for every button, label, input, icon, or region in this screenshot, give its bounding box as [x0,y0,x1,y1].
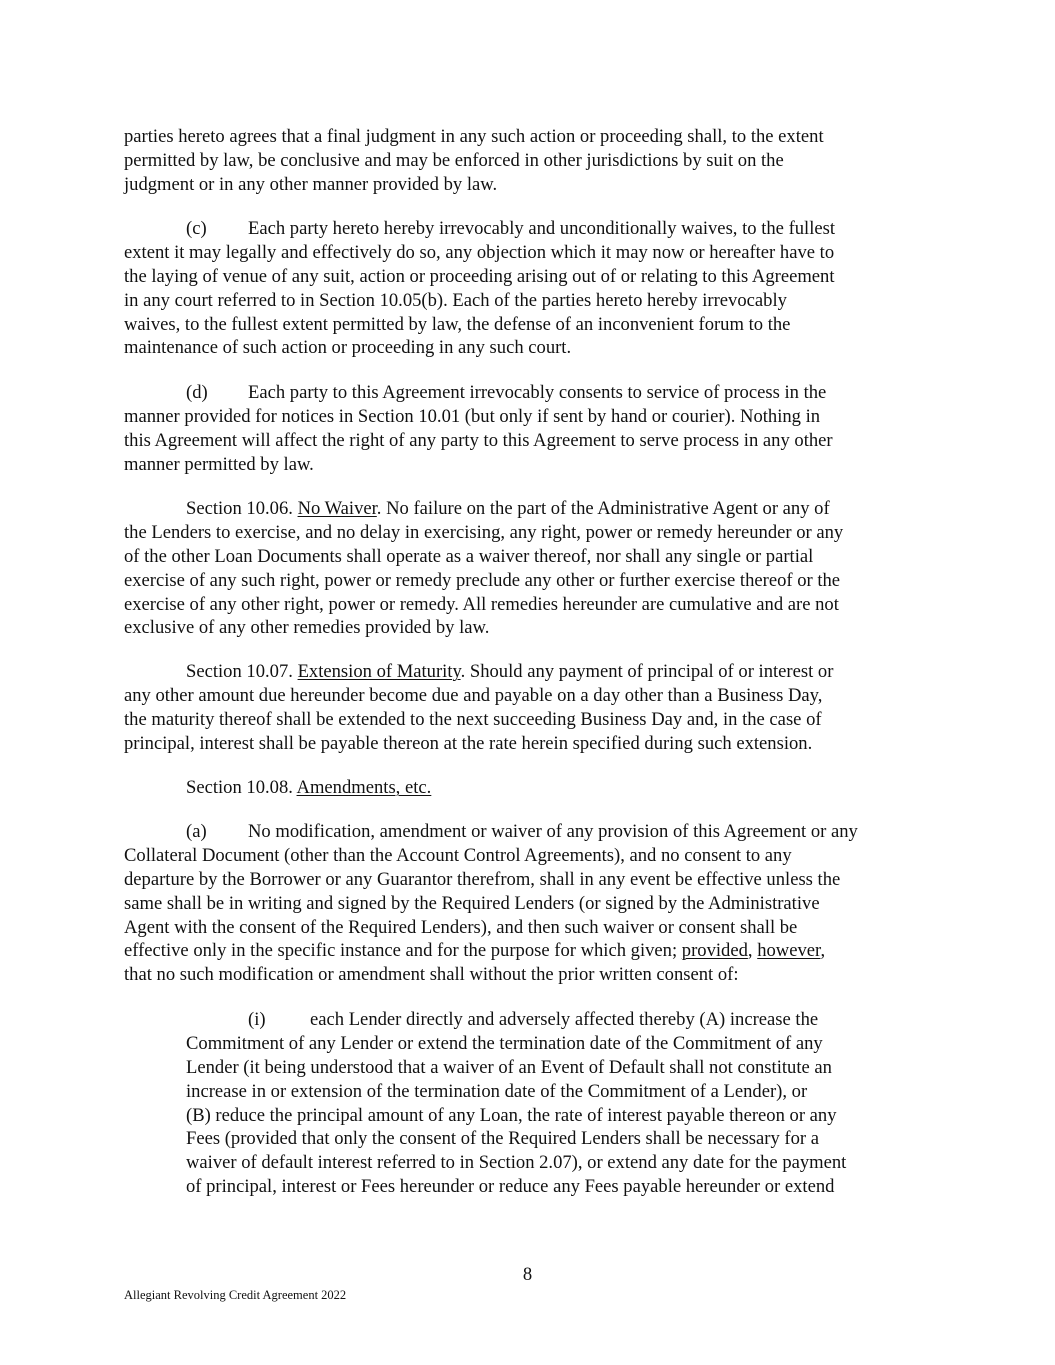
text-line: this Agreement will affect the right of any party to this Agreement to serve process in any other [124,429,833,451]
text-line: manner permitted by law. [124,453,314,475]
paragraph-label: (i) [248,1009,266,1030]
text-line: parties hereto agrees that a final judgment in any such action or proceeding shall, to the extent [124,126,824,147]
text-line: exercise of any such right, power or remedy preclude any other or further exercise thereof or the [124,569,841,591]
text-line: Lender (it being understood that a waiver of an Event of Default shall not constitute an [186,1056,832,1078]
text-line: of principal, interest or Fees hereunder or reduce any Fees payable hereunder or extend [186,1176,835,1198]
text-line: manner provided for notices in Section 10.01 (but only if sent by hand or courier). Nothing in [124,405,821,427]
text-line: Commitment of any Lender or extend the termination date of the Commitment of any [186,1032,823,1054]
text-line: maintenance of such action or proceeding in any such court. [124,337,572,359]
text-line: principal, interest shall be payable thereon at the rate herein specified during such extension. [124,732,813,754]
text-line: extent it may legally and effectively do so, any objection which it may now or hereafter have to [124,241,835,263]
text-span: , [747,940,758,962]
text-line: the maturity thereof shall be extended to the next succeeding Business Day and, in the case of [124,708,822,730]
paragraph-first-line [124,381,944,405]
text-line: that no such modification or amendment shall without the prior written consent of: [124,964,739,986]
text-line: departure by the Borrower or any Guarantor therefrom, shall in any event be effective unless the [124,868,841,890]
text-span: each Lender directly and adversely affected thereby (A) increase the [310,1009,819,1030]
text-line: the laying of venue of any suit, action or proceeding arising out of or relating to this Agreement [124,265,835,287]
paragraph-d [124,381,944,477]
section-heading-line [124,660,944,684]
subparagraph-i [186,1008,946,1199]
page-number: 8 [522,1264,533,1285]
section-title: Extension of Maturity [297,661,461,682]
text-line: Agent with the consent of the Required Lenders), and then such waiver or consent shall be [124,916,798,938]
paragraph-first-line [124,820,944,844]
section-number: Section 10.08. [186,777,293,798]
text-line: Fees (provided that only the consent of the Required Lenders shall be necessary for a [186,1128,820,1150]
text-line [124,939,944,963]
text-line: increase in or extension of the termination date of the Commitment of a Lender), or [186,1080,808,1102]
text-line: waives, to the fullest extent permitted by law, the defense of an inconvenient forum to the [124,313,791,335]
text-line: exclusive of any other remedies provided by law. [124,617,490,639]
paragraph-label: (a) [186,821,207,842]
paragraph-a [124,820,944,987]
paragraph-label: (d) [186,382,208,403]
text-span: Each party to this Agreement irrevocably consents to service of process in the [248,382,827,403]
text-span: effective only in the specific instance and for the purpose for which given; [124,940,682,962]
section-10-08 [124,776,944,800]
text-line: the Lenders to exercise, and no delay in exercising, any right, power or remedy hereunder or any [124,521,844,543]
text-line: waiver of default interest referred to in Section 2.07), or extend any date for the payment [186,1152,847,1174]
text-line: any other amount due hereunder become due and payable on a day other than a Business Day, [124,684,823,706]
text-line: in any court referred to in Section 10.05(b). Each of the parties hereto hereby irrevocably [124,289,787,311]
text-span: , [820,940,826,962]
text-span: . Should any payment of principal of or interest or [460,661,834,682]
section-title: Amendments, etc. [296,777,432,798]
text-line: permitted by law, be conclusive and may be enforced in other jurisdictions by suit on the [124,149,784,171]
section-number: Section 10.07. [186,661,293,682]
text-line: exercise of any other right, power or remedy. All remedies hereunder are cumulative and are not [124,593,839,615]
text-line: Collateral Document (other than the Account Control Agreements), and no consent to any [124,844,792,866]
paragraph-first-line [124,217,944,241]
footer-text: Allegiant Revolving Credit Agreement 2022 [124,1288,347,1302]
text-span: . No failure on the part of the Administrative Agent or any of [376,498,830,519]
section-10-07 [124,660,944,756]
text-span: No modification, amendment or waiver of any provision of this Agreement or any [248,821,858,842]
paragraph-b-continuation [124,125,944,197]
section-10-06 [124,497,944,640]
section-title: No Waiver [297,498,377,519]
text-line: same shall be in writing and signed by the Required Lenders (or signed by the Administrative [124,892,820,914]
paragraph-first-line [186,1008,946,1032]
text-line: of the other Loan Documents shall operate as a waiver thereof, nor shall any single or partial [124,545,814,567]
paragraph-c [124,217,944,360]
provided-term: provided [681,940,748,962]
section-heading-line [124,497,944,521]
section-number: Section 10.06. [186,498,293,519]
text-span: Each party hereto hereby irrevocably and unconditionally waives, to the fullest [248,218,836,239]
section-heading-line [124,776,944,800]
text-line: (B) reduce the principal amount of any Loan, the rate of interest payable thereon or any [186,1104,837,1126]
paragraph-label: (c) [186,218,207,239]
however-term: however [757,940,821,962]
text-line: judgment or in any other manner provided by law. [124,173,498,195]
